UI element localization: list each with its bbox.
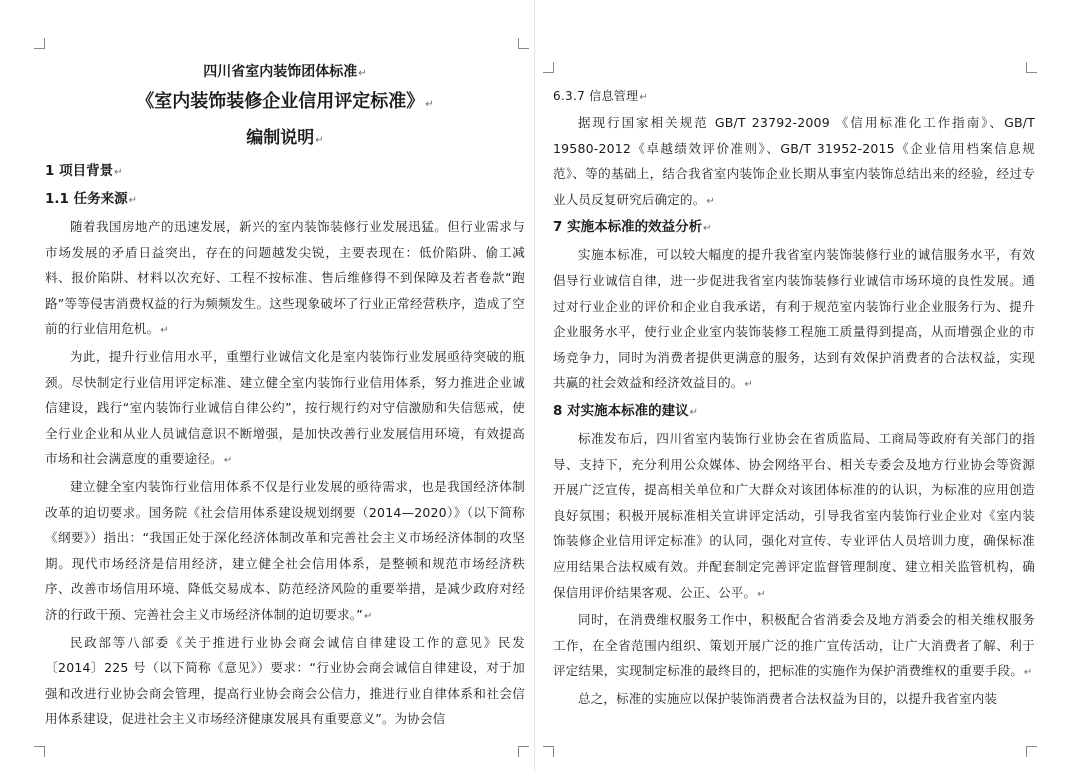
document-subtitle: 编制说明↵ (246, 128, 324, 148)
paragraph: 同时，在消费维权服务工作中，积极配合省消委会及地方消委会的相关维权服务工作，在全省范围内组织、策划开展广泛的推广宣传活动，让广大消费者了解、利于评定结果，实现制定标准的最终目的，把标准的实施作为保护消费维权的重要手段。↵ (553, 612, 1035, 679)
section-heading-1: 1 项目背景↵ (45, 163, 123, 179)
right-page-content (553, 84, 1035, 711)
margin-corner-bottom-left (34, 746, 45, 757)
section-subheading-6-3-7: 6.3.7 信息管理↵ (553, 89, 649, 103)
section-heading-7: 7 实施本标准的效益分析↵ (553, 219, 712, 236)
margin-corner-top-left (34, 38, 45, 49)
document-org-title: 四川省室内装饰团体标准↵ (203, 64, 367, 80)
paragraph: 民政部等八部委《关于推进行业协会商会诚信自律建设工作的意见》民发〔2014〕225 号（以下简称《意见》）要求：“行业协会商会诚信自律建设，对于加强和改进行业协会商会管理，提高行业协会商会公信力，推进行业自律体系和社会信用体系建设，促进社会主义市场经济健康发展具有重要意义”。为协会信 (45, 634, 525, 727)
left-page-content (45, 60, 525, 732)
paragraph: 为此，提升行业信用水平，重塑行业诚信文化是室内装饰行业发展亟待突破的瓶颈。尽快制定行业信用评定标准、建立健全室内装饰行业信用体系，努力推进企业诚信建设，践行“室内装饰行业诚信自律公约”，按行规行约对守信激励和失信惩戒，使全行业企业和从业人员诚信意识不断增强，是加快改善行业发展信用环境，有效提高市场和社会满意度的重要途径。↵ (45, 348, 525, 467)
margin-corner-bottom-right (518, 746, 529, 757)
paragraph: 随着我国房地产的迅速发展，新兴的室内装饰装修行业发展迅猛。但行业需求与市场发展的矛盾日益突出，存在的问题越发尖锐，主要表现在：低价陷阱、偷工减料、报价陷阱、材料以次充好、工程不按标准、售后维修得不到保障及若者卷款“跑路”等等侵害消费权益的行为频频发生。这些现象破坏了行业正常经营秩序，造成了空前的行业信用危机。↵ (45, 219, 525, 337)
margin-corner-top-right (518, 38, 529, 49)
margin-corner-top-left (543, 62, 554, 73)
margin-corner-bottom-right (1026, 746, 1037, 757)
margin-corner-top-right (1026, 62, 1037, 73)
paragraph: 据现行国家相关规范 GB/T 23792-2009 《信用标准化工作指南》、GB/T 19580-2012《卓越绩效评价准则》、GB/T 31952-2015《企业信用档案信息规范》、等的基础上，结合我省室内装饰企业长期从事室内装饰总结出来的经验，经过专业人员反复研究后确定的。↵ (553, 115, 1035, 207)
section-heading-8: 8 对实施本标准的建议↵ (553, 402, 698, 419)
margin-corner-bottom-left (543, 746, 554, 757)
document-main-title: 《室内装饰装修企业信用评定标准》↵ (136, 91, 434, 112)
paragraph: 总之，标准的实施应以保护装饰消费者合法权益为目的，以提升我省室内装 (578, 690, 998, 706)
paragraph: 标准发布后，四川省室内装饰行业协会在省质监局、工商局等政府有关部门的指导、支持下，充分利用公众媒体、协会网络平台、相关专委会及地方行业协会等资源开展广泛宣传，提高相关单位和广大群众对该团体标准的的认识，为标准的应用创造良好氛围；积极开展标准相关宣讲评定活动，引导我省室内装饰行业企业对《室内装饰装修企业信用评定标准》的认同，强化对宣传、专业评估人员培训力度，确保标准应用结果合法权威有效。并配套制定完善评定监督管理制度、建立相关监管机构，确保信用评价结果客观、公正、公平。↵ (553, 430, 1035, 600)
paragraph: 建立健全室内装饰行业信用体系不仅是行业发展的亟待需求，也是我国经济体制改革的迫切要求。国务院《社会信用体系建设规划纲要（2014—2020）》（以下简称《纲要》）指出：“我国正处于深化经济体制改革和完善社会主义市场经济体制的攻坚期。现代市场经济是信用经济，建立健全社会信用体系，是整顿和规范市场经济秩序、改善市场信用环境、降低交易成本、防范经济风险的重要举措，是减少政府对经济的行政干预、完善社会主义市场经济体制的迫切要求。”↵ (45, 478, 525, 622)
paragraph: 实施本标准，可以较大幅度的提升我省室内装饰装修行业的诚信服务水平，有效倡导行业诚信自律，进一步促进我省室内装饰装修行业诚信市场环境的良性发展。通过对行业企业的评价和企业自我承诺，有利于规范室内装饰行业企业服务行为、提升企业服务水平，使行业企业室内装饰装修工程施工质量得到提高，从而增强企业的市场竞争力，同时为消费者提供更满意的服务，达到有效保护消费者的合法权益，实现共赢的社会效益和经济效益目的。↵ (553, 247, 1035, 391)
right-page (534, 0, 1067, 772)
section-subheading-1-1: 1.1 任务来源↵ (45, 191, 138, 207)
